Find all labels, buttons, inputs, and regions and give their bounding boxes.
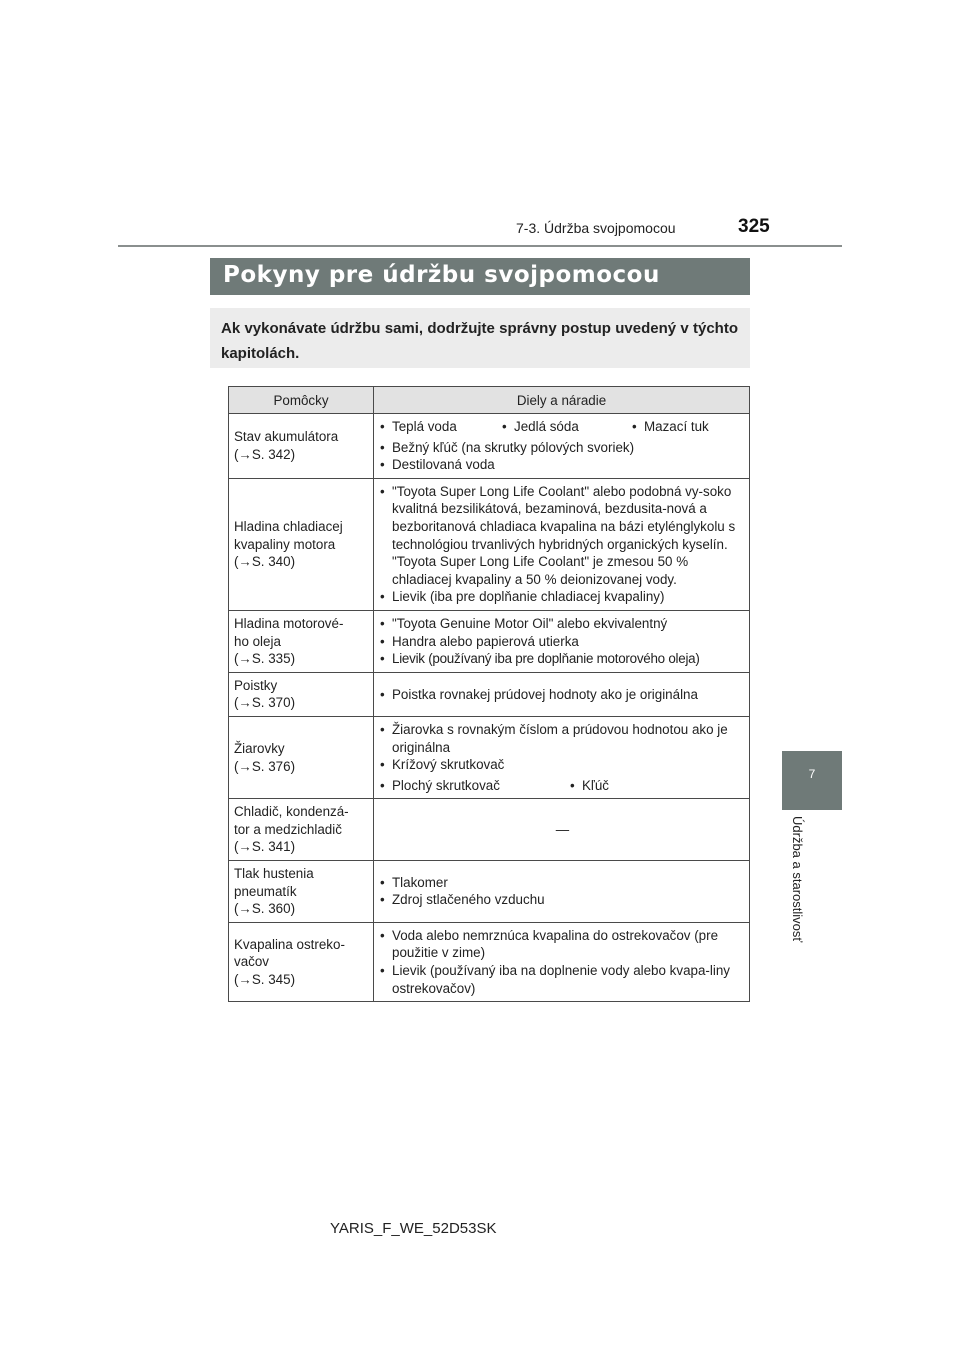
section-title-bar — [210, 258, 750, 295]
bullet-item: • Jedlá sóda — [502, 418, 632, 436]
item-page-ref: (→S. 340) — [234, 554, 296, 570]
item-line: tor a medzichladič — [234, 821, 342, 837]
table-row — [229, 672, 750, 716]
item-line: kvapaliny motora — [234, 536, 336, 552]
bullet-item: • Destilovaná voda — [380, 456, 745, 474]
table-cell-parts — [374, 922, 750, 1001]
table-row — [229, 716, 750, 798]
item-page-ref: (→S. 335) — [234, 651, 296, 667]
chapter-number: 7 — [808, 767, 816, 781]
inline-bullets — [380, 418, 745, 436]
item-line: Kvapalina ostreko- — [234, 936, 345, 952]
item-line: Tlak hustenia — [234, 866, 314, 882]
table-cell-parts — [374, 672, 750, 716]
bullet-item: • "Toyota Genuine Motor Oil" alebo ekvivalentný — [380, 615, 745, 633]
table-cell-parts — [374, 716, 750, 798]
table-cell-item — [229, 861, 374, 923]
bullet-item: • Zdroj stlačeného vzduchu — [380, 891, 745, 909]
table-cell-parts — [374, 799, 750, 861]
intro-text: Ak vykonávate údržbu sami, dodržujte správny postup uvedený v týchto kapitolách. — [221, 320, 738, 362]
bullet-item: • Lievik (používaný iba pre doplňanie motorového oleja) — [380, 650, 745, 668]
table-row — [229, 478, 750, 610]
item-page-ref: (→S. 360) — [234, 901, 296, 917]
item-page-ref: (→S. 376) — [234, 758, 296, 774]
item-line: Poistky — [234, 677, 278, 693]
chapter-side-label-wrap — [782, 816, 812, 966]
bullet-item: • Tlakomer — [380, 874, 745, 892]
table-cell-item — [229, 610, 374, 672]
inline-bullets — [380, 777, 745, 795]
item-line: pneumatík — [234, 883, 297, 899]
bullet-text: • "Toyota Super Long Life Coolant" alebo podobná vy-soko kvalitná bezsilikátová, bezaminová, bezdusita-nová a bezboritanová chladiaca kvapalina na bázi etylénglykolu s technológiou trvanlivých hybridných organických kyselín. — [392, 483, 736, 552]
table-header-row — [229, 387, 750, 414]
table-row — [229, 861, 750, 923]
section-title: Pokyny pre údržbu svojpomocou — [223, 262, 660, 288]
item-page-ref: (→S. 370) — [234, 695, 296, 711]
item-line: ho oleja — [234, 633, 281, 649]
table-row — [229, 799, 750, 861]
page-number: 325 — [738, 216, 770, 237]
item-line: Hladina motorové- — [234, 615, 344, 631]
bullet-item: • Mazací tuk — [632, 418, 709, 436]
bullet-item: • Plochý skrutkovač — [380, 777, 570, 795]
item-line: Chladič, kondenzá- — [234, 804, 349, 820]
table-cell-parts — [374, 414, 750, 479]
bullet-item — [380, 483, 745, 589]
bullet-item: • Lievik (používaný iba na doplnenie vody alebo kvapa-liny ostrekovačov) — [380, 962, 745, 997]
table-cell-parts — [374, 610, 750, 672]
table-row — [229, 414, 750, 479]
document-code: YARIS_F_WE_52D53SK — [330, 1220, 497, 1237]
bullet-item: • Voda alebo nemrznúca kvapalina do ostrekovačov (pre použitie v zime) — [380, 927, 745, 962]
item-line: Žiarovky — [234, 741, 285, 756]
table-cell-parts — [374, 478, 750, 610]
bullet-item: • Bežný kľúč (na skrutky pólových svoriek) — [380, 439, 745, 457]
item-line: Stav akumulátora — [234, 429, 339, 445]
header-tools: Pomôcky — [229, 387, 374, 414]
bullet-note: "Toyota Super Long Life Coolant" je zmesou 50 % chladiacej kvapaliny a 50 % deionizovanej vody. — [392, 554, 689, 587]
table-cell-item — [229, 414, 374, 479]
item-line: Hladina chladiacej — [234, 518, 343, 534]
item-line: vačov — [234, 954, 269, 970]
bullet-item: • Lievik (iba pre doplňanie chladiacej kvapaliny) — [380, 588, 745, 606]
chapter-tab — [782, 751, 842, 810]
bullet-item: • Kľúč — [570, 777, 609, 795]
header-parts: Diely a náradie — [374, 387, 750, 414]
table-cell-item — [229, 478, 374, 610]
table-cell-item — [229, 716, 374, 798]
bullet-item: • Krížový skrutkovač — [380, 756, 745, 774]
bullet-item: • Žiarovka s rovnakým číslom a prúdovou hodnotou ako je originálna — [380, 721, 745, 756]
header-section-title: 7-3. Údržba svojpomocou — [516, 220, 676, 236]
intro-box — [210, 308, 750, 368]
table-row — [229, 922, 750, 1001]
table-cell-item — [229, 922, 374, 1001]
table-cell-item — [229, 799, 374, 861]
table-cell-item — [229, 672, 374, 716]
chapter-side-label: Údržba a starostlivosť — [790, 816, 805, 943]
item-page-ref: (→S. 341) — [234, 839, 296, 855]
bullet-item: • Teplá voda — [380, 418, 502, 436]
table-row — [229, 610, 750, 672]
header-divider — [118, 245, 842, 247]
item-page-ref: (→S. 345) — [234, 971, 296, 987]
item-page-ref: (→S. 342) — [234, 446, 296, 462]
tools-table — [228, 386, 750, 1002]
bullet-item: • Poistka rovnakej prúdovej hodnoty ako je originálna — [380, 686, 745, 704]
bullet-item: • Handra alebo papierová utierka — [380, 633, 745, 651]
no-parts-dash: — — [555, 821, 570, 837]
table-cell-parts — [374, 861, 750, 923]
